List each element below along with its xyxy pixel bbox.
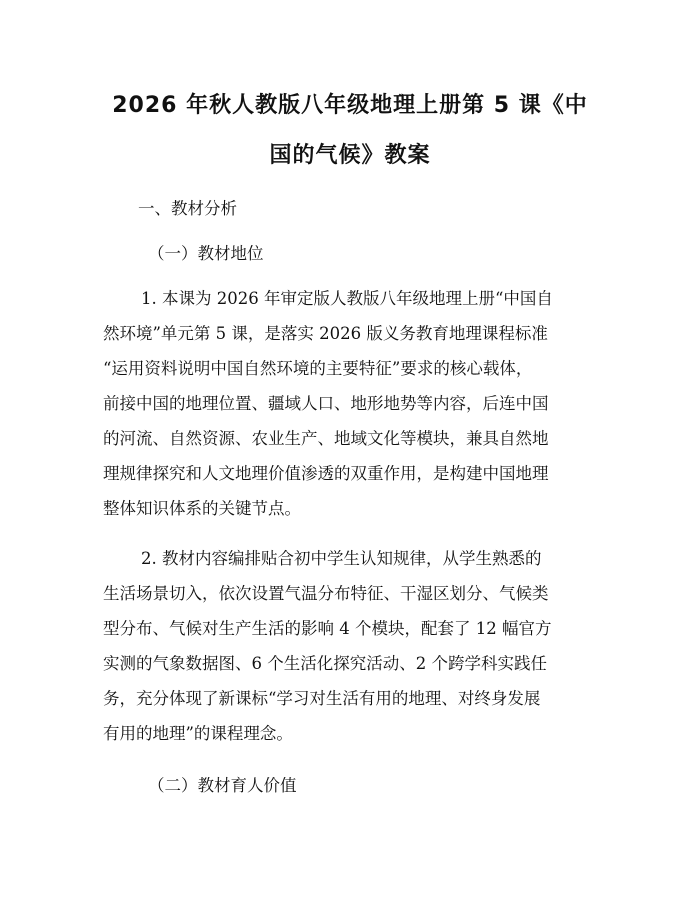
subsection-heading-educational-value: （二）教材育人价值 xyxy=(148,776,297,795)
paragraph-1-line: 前接中国的地理位置、疆域人口、地形地势等内容，后连中国 xyxy=(103,394,549,413)
paragraph-2-line: 务，充分体现了新课标“学习对生活有用的地理、对终身发展 xyxy=(103,689,541,708)
paragraph-1-line: “运用资料说明中国自然环境的主要特征”要求的核心载体， xyxy=(103,359,533,378)
paragraph-1-line: 1. 本课为 2026 年审定版人教版八年级地理上册“中国自 xyxy=(141,289,553,308)
paragraph-2-line: 生活场景切入，依次设置气温分布特征、干湿区划分、气候类 xyxy=(103,584,549,603)
paragraph-1-line: 的河流、自然资源、农业生产、地域文化等模块，兼具自然地 xyxy=(103,429,549,448)
paragraph-1-line: 理规律探究和人文地理价值渗透的双重作用，是构建中国地理 xyxy=(103,464,549,483)
paragraph-2-line: 实测的气象数据图、6 个生活化探究活动、2 个跨学科实践任 xyxy=(103,654,547,673)
paragraph-1-line: 然环境”单元第 5 课，是落实 2026 版义务教育地理课程标准 xyxy=(103,324,548,343)
section-heading-teaching-material-analysis: 一、教材分析 xyxy=(138,199,237,218)
subsection-heading-material-status: （一）教材地位 xyxy=(148,244,264,263)
paragraph-2-line: 型分布、气候对生产生活的影响 4 个模块，配套了 12 幅官方 xyxy=(103,619,552,638)
paragraph-1 xyxy=(103,281,603,526)
paragraph-2 xyxy=(103,541,603,751)
document-title-line-1: 2026 年秋人教版八年级地理上册第 5 课《中 xyxy=(112,93,588,118)
paragraph-1-line: 整体知识体系的关键节点。 xyxy=(103,499,301,518)
paragraph-2-line: 2. 教材内容编排贴合初中学生认知规律，从学生熟悉的 xyxy=(141,549,542,568)
paragraph-2-line: 有用的地理”的课程理念。 xyxy=(103,724,293,743)
document-title-line-2: 国的气候》教案 xyxy=(269,143,431,168)
